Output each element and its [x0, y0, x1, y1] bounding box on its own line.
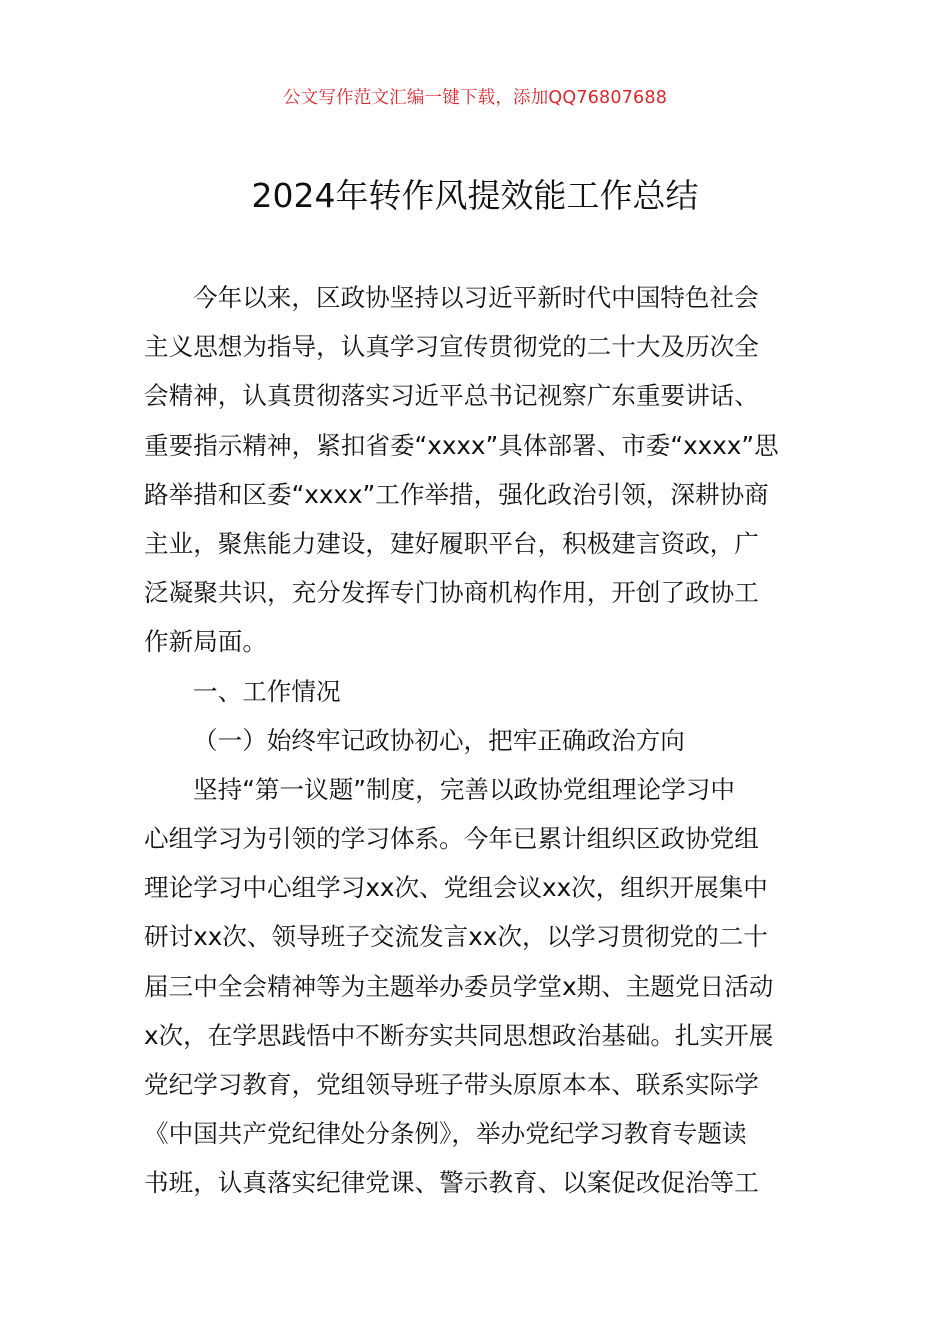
paragraph-line: 作新局面。: [144, 627, 267, 657]
paragraph-line: 主业，聚焦能力建设，建好履职平台，积极建言资政，广: [144, 528, 759, 558]
paragraph-line: x次，在学思践悟中不断夯实共同思想政治基础。扎实开展: [144, 1020, 774, 1050]
watermark-banner: 公文写作范文汇编一键下载，添加QQ76807688: [282, 88, 668, 108]
subsection-heading: （一）始终牢记政协初心，把牢正确政治方向: [193, 725, 685, 755]
paragraph-line: 研讨xx次、领导班子交流发言xx次，以学习贯彻党的二十: [144, 922, 768, 952]
document-title: 2024年转作风提效能工作总结: [251, 176, 699, 215]
paragraph-line: 坚持“第一议题”制度，完善以政协党组理论学习中: [193, 774, 735, 804]
paragraph-line: 路举措和区委“xxxx”工作举措，强化政治引领，深耕协商: [144, 479, 769, 509]
paragraph-line: 书班，认真落实纪律党课、警示教育、以案促改促治等工: [144, 1168, 759, 1198]
paragraph-line: 党纪学习教育，党组领导班子带头原原本本、联系实际学: [144, 1070, 759, 1099]
paragraph-line: 《中国共产党纪律处分条例》，举办党纪学习教育专题读: [144, 1119, 747, 1149]
section-heading: 一、工作情况: [193, 676, 341, 706]
paragraph-line: 主义思想为指导，认真学习宣传贯彻党的二十大及历次全: [144, 332, 759, 362]
paragraph-line: 心组学习为引领的学习体系。今年已累计组织区政协党组: [144, 824, 759, 854]
paragraph-line: 泛凝聚共识，充分发挥专门协商机构作用，开创了政协工: [144, 578, 759, 608]
paragraph-line: 会精神，认真贯彻落实习近平总书记视察广东重要讲话、: [144, 381, 759, 411]
paragraph-line: 届三中全会精神等为主题举办委员学堂x期、主题党日活动: [144, 971, 774, 1001]
document-body: [144, 273, 808, 1208]
paragraph-line: 理论学习中心组学习xx次、党组会议xx次，组织开展集中: [144, 873, 768, 903]
paragraph-line: 今年以来，区政协坚持以习近平新时代中国特色社会: [193, 283, 759, 312]
paragraph-line: 重要指示精神，紧扣省委“xxxx”具体部署、市委“xxxx”思: [144, 430, 779, 460]
